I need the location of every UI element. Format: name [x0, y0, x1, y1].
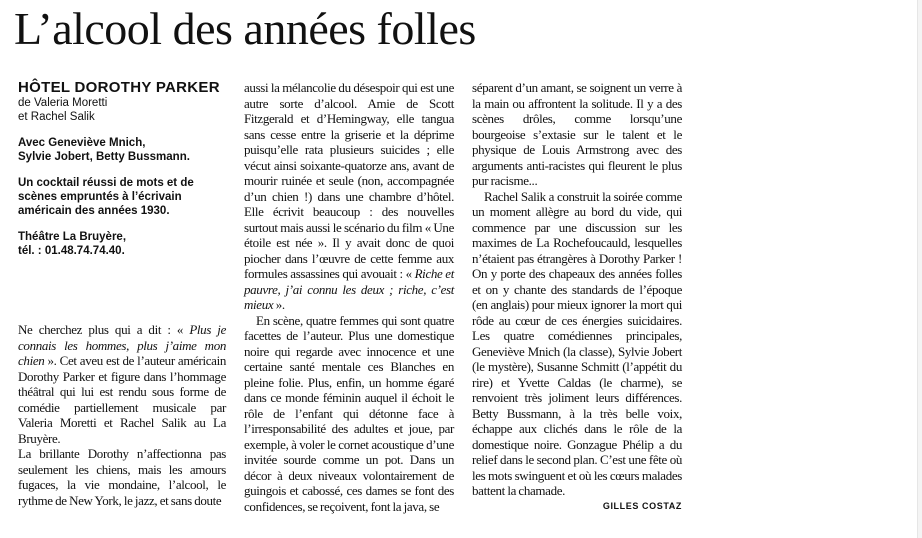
show-title — [18, 80, 226, 96]
column-1 — [18, 80, 226, 270]
paragraph-3-continued — [472, 80, 682, 189]
article-text: La brillante Dorothy n’affectionna pas seulement les chiens, mais les amours fugaces, la vie mondaine, l’alcool, le rythme de New York, le jazz, et sans doute — [18, 446, 226, 508]
page-edge — [917, 0, 922, 538]
show-cast — [18, 136, 226, 164]
article-column-3 — [472, 80, 682, 511]
show-tagline: Un cocktail réussi de mots et de scènes empruntés à l’écrivain américain des années 1930. — [18, 177, 194, 217]
article-text: aussi la mélancolie du désespoir qui est une autre sorte d’alcool. Amie de Scott Fitzgerald et d’Hemingway, elle tangua sans cesse entre la griserie et la déprime puisqu’elle rata plusieurs suicides ; elle vécut ainsi soixante-quatorze ans, avant de mourir ruinée et seule (non, accompagnée d’un chien !) dans une chambre d’hôtel. Elle écrivit beaucoup : des nouvelles surtout mais aussi le scénario du film « Une étoile est née ». Il y avait donc de quoi piocher dans l’œuvre de cette femme aux formules assassines qui avouait : « — [244, 80, 454, 281]
paragraph-4 — [472, 189, 682, 499]
venue-line-1: Théâtre La Bruyère, — [18, 231, 127, 243]
paragraph-2-continued — [244, 80, 454, 313]
article-text: séparent d’un amant, se soignent un verre à la main ou affrontent la solitude. Il y a des scènes drôles, comme lorsqu’une bourgeoise s’extasie sur le talent et le physique de Louis Armstrong avec des arguments anti-racistes qui fleurent le plus pur racisme... — [472, 80, 682, 188]
authors-line-2: et Rachel Salik — [18, 111, 95, 123]
article-text: ». Cet aveu est de l’auteur américain Dorothy Parker et figure dans l’hommage théâtral qui lui est rendu sous forme de comédie partiellement musicale par Valeria Moretti et Rachel Salik au La Bruyère. — [18, 353, 226, 446]
article-text: En scène, quatre femmes qui sont quatre facettes de l’auteur. Plus une domestique noire qui regarde avec innocence et une certaine santé mentale ces Blanches en pleine folie. Plus, enfin, un homme égaré dans ce monde féminin auquel il échoit le rôle de l’enfant qui détonne face à l’irresponsabilité des adultes et joue, par exemple, à voler le cornet acoustique d’une invitée sourde comme un pot. Dans un décor à deux niveaux volontairement de guingois et cabossé, ces dames se font des confidences, se reçoivent, font la java, se — [244, 312, 454, 514]
paragraph-3 — [244, 313, 454, 515]
show-authors — [18, 96, 226, 124]
author-signature: GILLES COSTAZ — [602, 500, 682, 511]
authors-line-1: de Valeria Moretti — [18, 97, 108, 109]
article-column-1 — [18, 322, 226, 508]
quote-text: Riche et pauvre, j’ai connu les deux ; riche, c’est mieux — [244, 266, 454, 312]
headline: L’alcool des années folles — [14, 3, 476, 54]
quote-text: Plus je connais les hommes, plus j’aime mon chien — [18, 322, 226, 368]
cast-line-1: Avec Geneviève Mnich, — [18, 137, 146, 149]
show-title-text: HÔTEL DOROTHY PARKER — [18, 79, 220, 96]
article-text: ». — [273, 297, 285, 312]
article-text: Ne cherchez plus qui a dit : « — [18, 322, 190, 337]
paragraph-1 — [18, 322, 226, 446]
paragraph-2 — [18, 446, 226, 508]
show-venue — [18, 230, 226, 258]
cast-line-2: Sylvie Jobert, Betty Bussmann. — [18, 151, 190, 163]
article-text: Rachel Salik a construit la soirée comme un moment allègre au bord du vide, qui commence par une discussion sur les maximes de La Rochefoucauld, lesquelles n’étaient pas étrangères à Dorothy Parker ! On y porte des chapeaux des années folles et on y chante des standards de l’époque (en anglais) pour mieux ignorer la mort qui rôde au cœur de ces énergies suicidaires. Les quatre comédiennes principales, Geneviève Mnich (la classe), Sylvie Jobert (le mystère), Susanne Schmitt (l’appétit du rire) et Yvette Caldas (le charme), se renvoient très joliment leurs différences. Betty Bussmann, à la très belle voix, échappe aux clichés dans le rôle de la domestique noire. Gonzague Phélip a du relief dans le second plan. C’est une fête où les mots swinguent et où les cœurs malades battent la chamade. — [472, 188, 682, 498]
venue-line-2: tél. : 01.48.74.74.40. — [18, 245, 125, 257]
article-column-2 — [244, 80, 454, 514]
